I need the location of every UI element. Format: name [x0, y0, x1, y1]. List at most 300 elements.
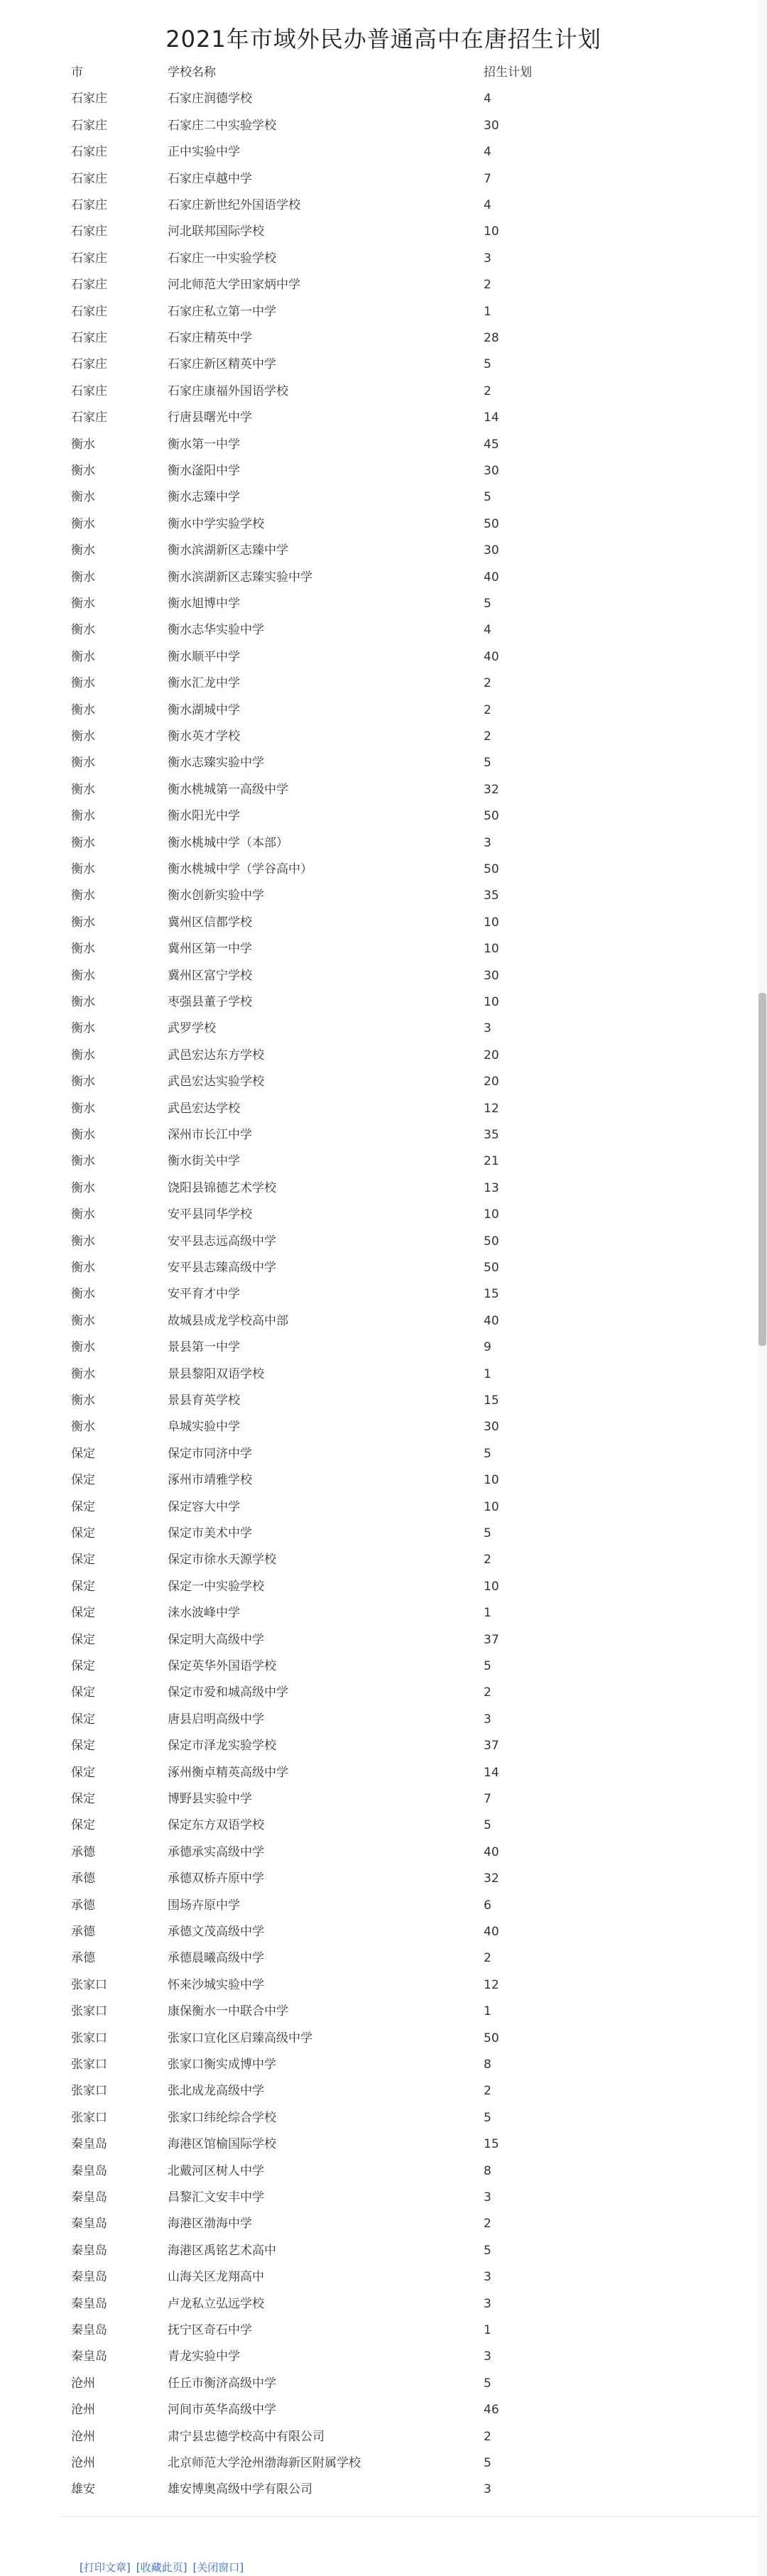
row-school-name: 怀来沙城实验中学	[168, 1977, 264, 1992]
table-row	[0, 857, 767, 883]
table-row	[0, 1229, 767, 1255]
table-row	[0, 1893, 767, 1919]
table-row	[0, 1999, 767, 2025]
table-row	[0, 2026, 767, 2052]
row-enrollment-plan: 28	[484, 331, 499, 345]
row-school-name: 衡水阳光中学	[168, 809, 240, 824]
row-enrollment-plan: 1	[484, 2323, 491, 2337]
row-city: 秦皇岛	[71, 2349, 107, 2364]
table-row	[0, 2158, 767, 2185]
row-enrollment-plan: 10	[484, 1473, 499, 1488]
row-school-name: 石家庄一中实验学校	[168, 251, 276, 266]
row-school-name: 冀州区信都学校	[168, 915, 252, 930]
table-row	[0, 2211, 767, 2237]
row-city: 秦皇岛	[71, 2296, 107, 2311]
row-enrollment-plan: 37	[484, 1739, 499, 1754]
row-city: 保定	[71, 1659, 95, 1673]
table-row	[0, 2291, 767, 2317]
table-row	[0, 379, 767, 405]
row-school-name: 抚宁区奇石中学	[168, 2323, 252, 2337]
row-enrollment-plan: 40	[484, 1925, 499, 1939]
row-school-name: 景县黎阳双语学校	[168, 1366, 264, 1381]
row-school-name: 涿州衡卓精英高级中学	[168, 1765, 288, 1780]
bookmark-page-link[interactable]: [收藏此页]	[136, 2561, 187, 2574]
row-enrollment-plan: 30	[484, 118, 499, 133]
table-row	[0, 2477, 767, 2503]
row-school-name: 衡水街关中学	[168, 1154, 240, 1169]
row-enrollment-plan: 3	[484, 2270, 491, 2285]
row-city: 衡水	[71, 1075, 95, 1089]
table-row	[0, 1653, 767, 1680]
row-enrollment-plan: 7	[484, 171, 491, 186]
row-school-name: 冀州区第一中学	[168, 942, 252, 957]
table-row	[0, 272, 767, 298]
table-row	[0, 2371, 767, 2397]
row-enrollment-plan: 2	[484, 1685, 491, 1700]
row-enrollment-plan: 15	[484, 1287, 499, 1302]
table-row	[0, 1467, 767, 1494]
row-enrollment-plan: 2	[484, 676, 491, 691]
row-city: 雄安	[71, 2482, 95, 2497]
row-enrollment-plan: 5	[484, 1446, 491, 1461]
row-enrollment-plan: 2	[484, 2084, 491, 2099]
table-row	[0, 1919, 767, 1945]
row-city: 石家庄	[71, 171, 107, 186]
row-city: 衡水	[71, 1313, 95, 1328]
row-enrollment-plan: 40	[484, 570, 499, 585]
row-enrollment-plan: 3	[484, 2190, 491, 2205]
row-enrollment-plan: 5	[484, 1818, 491, 1833]
table-row	[0, 724, 767, 750]
row-school-name: 肃宁县忠德学校高中有限公司	[168, 2429, 325, 2444]
row-school-name: 青龙实验中学	[168, 2349, 240, 2364]
row-enrollment-plan: 1	[484, 2004, 491, 2019]
row-enrollment-plan: 32	[484, 1871, 499, 1886]
row-school-name: 保定一中实验学校	[168, 1579, 264, 1594]
row-city: 衡水	[71, 1287, 95, 1302]
row-school-name: 武邑宏达学校	[168, 1101, 240, 1116]
table-row	[0, 1043, 767, 1069]
row-school-name: 保定容大中学	[168, 1499, 240, 1514]
row-enrollment-plan: 30	[484, 543, 499, 558]
row-enrollment-plan: 3	[484, 2482, 491, 2497]
print-article-link[interactable]: [打印文章]	[80, 2561, 131, 2574]
table-row	[0, 1362, 767, 1388]
row-school-name: 承德文茂高级中学	[168, 1925, 264, 1939]
table-row	[0, 1148, 767, 1175]
row-school-name: 保定明大高级中学	[168, 1632, 264, 1647]
row-enrollment-plan: 4	[484, 198, 491, 212]
row-city: 衡水	[71, 676, 95, 691]
row-city: 石家庄	[71, 411, 107, 425]
row-school-name: 衡水滨湖新区志臻实验中学	[168, 570, 312, 585]
row-city: 石家庄	[71, 357, 107, 372]
row-enrollment-plan: 32	[484, 782, 499, 797]
table-row	[0, 2238, 767, 2264]
table-row	[0, 139, 767, 165]
row-school-name: 衡水滨湖新区志臻中学	[168, 543, 288, 558]
table-row	[0, 1866, 767, 1892]
row-city: 石家庄	[71, 118, 107, 133]
row-city: 石家庄	[71, 304, 107, 319]
table-row	[0, 1096, 767, 1122]
row-enrollment-plan: 5	[484, 2376, 491, 2391]
row-school-name: 枣强县董子学校	[168, 995, 252, 1009]
table-row	[0, 1627, 767, 1653]
row-school-name: 河北师范大学田家炳中学	[168, 278, 300, 293]
row-school-name: 海港区馆榆国际学校	[168, 2137, 276, 2152]
table-row	[0, 538, 767, 564]
row-city: 石家庄	[71, 145, 107, 160]
row-city: 秦皇岛	[71, 2217, 107, 2232]
row-school-name: 张家口衡实成博中学	[168, 2058, 276, 2072]
row-city: 衡水	[71, 756, 95, 771]
row-enrollment-plan: 30	[484, 464, 499, 478]
row-school-name: 衡水创新实验中学	[168, 888, 264, 903]
table-row	[0, 219, 767, 245]
table-row	[0, 86, 767, 112]
row-school-name: 安平县志远高级中学	[168, 1234, 276, 1249]
table-row	[0, 1335, 767, 1361]
table-row	[0, 2317, 767, 2344]
row-enrollment-plan: 45	[484, 437, 499, 452]
row-enrollment-plan: 3	[484, 835, 491, 850]
row-enrollment-plan: 13	[484, 1180, 499, 1195]
row-school-name: 武罗学校	[168, 1021, 216, 1036]
table-row	[0, 1016, 767, 1042]
table-row	[0, 2344, 767, 2370]
row-school-name: 承德双桥卉原中学	[168, 1871, 264, 1886]
row-enrollment-plan: 10	[484, 1207, 499, 1222]
table-row	[0, 1494, 767, 1521]
table-row	[0, 1733, 767, 1759]
row-school-name: 河北联邦国际学校	[168, 224, 264, 239]
row-city: 承德	[71, 1844, 95, 1859]
bottom-divider	[60, 2516, 767, 2517]
row-city: 张家口	[71, 2084, 107, 2099]
table-row	[0, 192, 767, 219]
row-school-name: 衡水顺平中学	[168, 649, 240, 664]
table-row	[0, 166, 767, 192]
row-school-name: 昌黎汇文安丰中学	[168, 2190, 264, 2205]
table-row	[0, 1441, 767, 1467]
table-row	[0, 936, 767, 962]
row-enrollment-plan: 8	[484, 2058, 491, 2072]
row-enrollment-plan: 50	[484, 862, 499, 876]
table-row	[0, 989, 767, 1016]
row-city: 衡水	[71, 1180, 95, 1195]
row-enrollment-plan: 1	[484, 1366, 491, 1381]
row-school-name: 阜城实验中学	[168, 1420, 240, 1435]
table-row	[0, 1972, 767, 1999]
table-row	[0, 113, 767, 139]
table-row	[0, 2450, 767, 2477]
footer-links	[80, 2560, 244, 2575]
row-school-name: 保定市爱和城高级中学	[168, 1685, 288, 1700]
row-city: 保定	[71, 1499, 95, 1514]
table-row	[0, 1308, 767, 1335]
row-city: 衡水	[71, 968, 95, 983]
row-city: 沧州	[71, 2456, 95, 2470]
row-city: 沧州	[71, 2376, 95, 2391]
row-school-name: 衡水滏阳中学	[168, 464, 240, 478]
row-school-name: 深州市长江中学	[168, 1128, 252, 1142]
row-city: 衡水	[71, 942, 95, 957]
row-city: 秦皇岛	[71, 2190, 107, 2205]
table-row	[0, 1945, 767, 1972]
row-city: 衡水	[71, 1207, 95, 1222]
row-enrollment-plan: 12	[484, 1101, 499, 1116]
table-row	[0, 1255, 767, 1281]
row-enrollment-plan: 6	[484, 1898, 491, 1913]
row-city: 张家口	[71, 2031, 107, 2045]
row-city: 石家庄	[71, 92, 107, 107]
row-enrollment-plan: 5	[484, 597, 491, 611]
row-school-name: 石家庄康福外国语学校	[168, 384, 288, 398]
row-enrollment-plan: 2	[484, 702, 491, 717]
row-school-name: 安平育才中学	[168, 1287, 240, 1302]
row-school-name: 衡水志臻中学	[168, 490, 240, 505]
row-city: 承德	[71, 1925, 95, 1939]
header-school-name: 学校名称	[168, 65, 216, 80]
row-school-name: 保定市同济中学	[168, 1446, 252, 1461]
row-school-name: 保定市美术中学	[168, 1526, 252, 1540]
row-enrollment-plan: 50	[484, 2031, 499, 2045]
row-enrollment-plan: 40	[484, 649, 499, 664]
row-city: 衡水	[71, 1393, 95, 1408]
row-school-name: 衡水桃城中学（学谷高中）	[168, 862, 312, 876]
row-school-name: 张家口宣化区启臻高级中学	[168, 2031, 312, 2045]
row-enrollment-plan: 40	[484, 1844, 499, 1859]
row-enrollment-plan: 3	[484, 2349, 491, 2364]
row-city: 衡水	[71, 1128, 95, 1142]
row-enrollment-plan: 2	[484, 2217, 491, 2232]
row-city: 石家庄	[71, 251, 107, 266]
row-school-name: 石家庄新区精英中学	[168, 357, 276, 372]
row-school-name: 衡水桃城第一高级中学	[168, 782, 288, 797]
row-school-name: 衡水桃城中学（本部）	[168, 835, 288, 850]
row-city: 保定	[71, 1473, 95, 1488]
row-city: 张家口	[71, 1977, 107, 1992]
row-school-name: 围场卉原中学	[168, 1898, 240, 1913]
row-city: 保定	[71, 1792, 95, 1806]
table-row	[0, 432, 767, 458]
table-row	[0, 1760, 767, 1786]
table-row	[0, 2052, 767, 2078]
row-city: 保定	[71, 1526, 95, 1540]
row-city: 衡水	[71, 623, 95, 638]
row-city: 秦皇岛	[71, 2270, 107, 2285]
row-school-name: 博野县实验中学	[168, 1792, 252, 1806]
table-row	[0, 777, 767, 803]
header-city: 市	[71, 65, 83, 80]
row-enrollment-plan: 5	[484, 490, 491, 505]
row-city: 衡水	[71, 1261, 95, 1275]
row-enrollment-plan: 10	[484, 942, 499, 957]
row-school-name: 海港区禹铭艺术高中	[168, 2243, 276, 2258]
row-city: 保定	[71, 1446, 95, 1461]
row-school-name: 石家庄卓越中学	[168, 171, 252, 186]
table-row	[0, 2264, 767, 2290]
row-enrollment-plan: 2	[484, 729, 491, 744]
close-window-link[interactable]: [关闭窗口]	[192, 2561, 244, 2574]
row-school-name: 石家庄润德学校	[168, 92, 252, 107]
row-enrollment-plan: 3	[484, 2296, 491, 2311]
row-school-name: 海港区渤海中学	[168, 2217, 252, 2232]
row-city: 保定	[71, 1765, 95, 1780]
row-city: 衡水	[71, 543, 95, 558]
row-enrollment-plan: 20	[484, 1048, 499, 1063]
row-city: 保定	[71, 1632, 95, 1647]
row-city: 沧州	[71, 2403, 95, 2418]
row-enrollment-plan: 30	[484, 968, 499, 983]
row-school-name: 安平县志臻高级中学	[168, 1261, 276, 1275]
row-city: 沧州	[71, 2429, 95, 2444]
row-enrollment-plan: 7	[484, 1792, 491, 1806]
table-row	[0, 1521, 767, 1547]
row-school-name: 衡水中学实验学校	[168, 516, 264, 531]
table-row	[0, 565, 767, 591]
row-school-name: 卢龙私立弘远学校	[168, 2296, 264, 2311]
row-enrollment-plan: 10	[484, 915, 499, 930]
scrollbar-thumb[interactable]	[758, 993, 766, 1346]
table-row	[0, 2078, 767, 2104]
row-school-name: 衡水志华实验中学	[168, 623, 264, 638]
row-school-name: 武邑宏达东方学校	[168, 1048, 264, 1063]
table-row	[0, 299, 767, 325]
row-school-name: 衡水第一中学	[168, 437, 240, 452]
row-enrollment-plan: 2	[484, 1951, 491, 1966]
row-school-name: 石家庄二中实验学校	[168, 118, 276, 133]
table-row	[0, 697, 767, 724]
row-school-name: 景县育英学校	[168, 1393, 240, 1408]
row-school-name: 石家庄精英中学	[168, 331, 252, 345]
row-school-name: 涿州市靖雅学校	[168, 1473, 252, 1488]
row-enrollment-plan: 14	[484, 411, 499, 425]
row-enrollment-plan: 1	[484, 1606, 491, 1621]
table-row	[0, 1839, 767, 1866]
row-city: 石家庄	[71, 331, 107, 345]
row-enrollment-plan: 12	[484, 1977, 499, 1992]
row-enrollment-plan: 3	[484, 1021, 491, 1036]
row-city: 石家庄	[71, 198, 107, 212]
row-city: 衡水	[71, 915, 95, 930]
row-enrollment-plan: 14	[484, 1765, 499, 1780]
row-school-name: 保定市徐水天源学校	[168, 1553, 276, 1567]
table-row	[0, 1680, 767, 1706]
row-city: 衡水	[71, 888, 95, 903]
row-school-name: 冀州区富宁学校	[168, 968, 252, 983]
table-row	[0, 1600, 767, 1626]
row-school-name: 保定东方双语学校	[168, 1818, 264, 1833]
table-row	[0, 1547, 767, 1573]
row-city: 衡水	[71, 516, 95, 531]
table-row	[0, 830, 767, 857]
row-school-name: 雄安博奥高级中学有限公司	[168, 2482, 312, 2497]
row-enrollment-plan: 3	[484, 1712, 491, 1727]
row-enrollment-plan: 50	[484, 809, 499, 824]
row-enrollment-plan: 8	[484, 2163, 491, 2178]
row-enrollment-plan: 3	[484, 251, 491, 266]
table-row	[0, 910, 767, 936]
row-city: 石家庄	[71, 384, 107, 398]
row-enrollment-plan: 35	[484, 1128, 499, 1142]
row-enrollment-plan: 4	[484, 92, 491, 107]
row-school-name: 张北成龙高级中学	[168, 2084, 264, 2099]
row-city: 衡水	[71, 1420, 95, 1435]
table-row	[0, 246, 767, 272]
table-row	[0, 2131, 767, 2158]
row-city: 衡水	[71, 1154, 95, 1169]
row-city: 承德	[71, 1898, 95, 1913]
row-enrollment-plan: 2	[484, 1553, 491, 1567]
row-school-name: 衡水英才学校	[168, 729, 240, 744]
row-enrollment-plan: 5	[484, 756, 491, 771]
row-enrollment-plan: 10	[484, 1579, 499, 1594]
table-row	[0, 2397, 767, 2423]
row-school-name: 承德晨曦高级中学	[168, 1951, 264, 1966]
row-enrollment-plan: 5	[484, 2456, 491, 2470]
row-school-name: 张家口纬纶综合学校	[168, 2110, 276, 2125]
row-school-name: 保定市泽龙实验学校	[168, 1739, 276, 1754]
row-enrollment-plan: 9	[484, 1340, 491, 1355]
row-enrollment-plan: 10	[484, 224, 499, 239]
table-header-row	[0, 60, 767, 86]
table-row	[0, 1707, 767, 1733]
row-school-name: 北戴河区树人中学	[168, 2163, 264, 2178]
row-school-name: 任丘市衡济高级中学	[168, 2376, 276, 2391]
row-city: 保定	[71, 1579, 95, 1594]
row-enrollment-plan: 5	[484, 2110, 491, 2125]
row-school-name: 承德承实高级中学	[168, 1844, 264, 1859]
row-school-name: 北京师范大学沧州渤海新区附属学校	[168, 2456, 361, 2470]
row-city: 石家庄	[71, 224, 107, 239]
row-city: 衡水	[71, 437, 95, 452]
table-row	[0, 1813, 767, 1839]
row-city: 承德	[71, 1951, 95, 1966]
table-row	[0, 963, 767, 989]
table-row	[0, 670, 767, 697]
table-row	[0, 458, 767, 484]
row-enrollment-plan: 2	[484, 278, 491, 293]
row-enrollment-plan: 10	[484, 1499, 499, 1514]
table-row	[0, 1414, 767, 1440]
row-city: 衡水	[71, 464, 95, 478]
row-enrollment-plan: 2	[484, 384, 491, 398]
row-school-name: 行唐县曙光中学	[168, 411, 252, 425]
row-school-name: 武邑宏达实验学校	[168, 1075, 264, 1089]
table-row	[0, 325, 767, 352]
row-city: 衡水	[71, 1234, 95, 1249]
table-row	[0, 1574, 767, 1600]
document-title: 2021年市域外民办普通高中在唐招生计划	[165, 26, 602, 53]
table-row	[0, 591, 767, 617]
row-city: 衡水	[71, 1366, 95, 1381]
row-enrollment-plan: 5	[484, 357, 491, 372]
table-row	[0, 883, 767, 909]
table-row	[0, 750, 767, 776]
row-school-name: 河间市英华高级中学	[168, 2403, 276, 2418]
row-city: 衡水	[71, 835, 95, 850]
row-school-name: 衡水志臻实验中学	[168, 756, 264, 771]
table-row	[0, 1202, 767, 1228]
row-school-name: 衡水湖城中学	[168, 702, 240, 717]
row-city: 秦皇岛	[71, 2323, 107, 2337]
row-enrollment-plan: 15	[484, 2137, 499, 2152]
row-enrollment-plan: 4	[484, 145, 491, 160]
row-city: 衡水	[71, 1101, 95, 1116]
row-enrollment-plan: 20	[484, 1075, 499, 1089]
